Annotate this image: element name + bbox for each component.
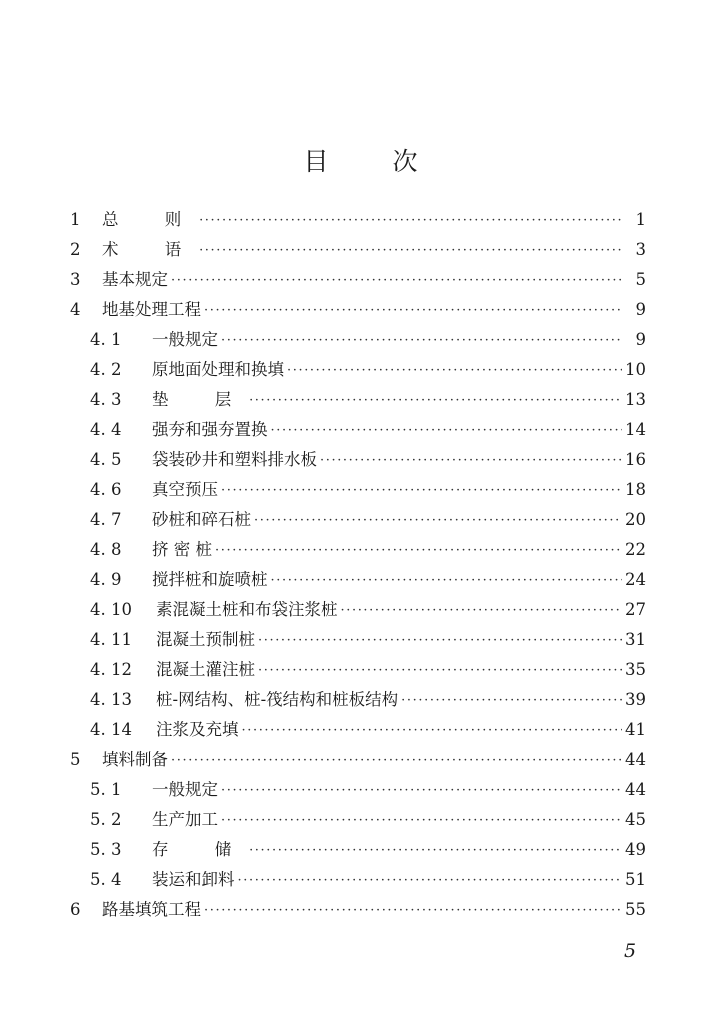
toc-entry-4-8[interactable]	[90, 536, 646, 564]
toc-entry-label: 真空预压	[152, 480, 218, 499]
toc-leader-dots	[204, 296, 623, 324]
toc-leader-dots	[221, 806, 622, 834]
toc-entry-number: 3	[70, 270, 81, 289]
toc-entry-label: 混凝土灌注桩	[156, 660, 255, 679]
toc-entry-page: 44	[625, 780, 646, 799]
toc-entry-5-3[interactable]	[90, 836, 646, 864]
toc-entry-number: 4. 10	[90, 600, 132, 619]
toc-entry-label: 装运和卸料	[152, 870, 235, 889]
toc-entry-number: 5. 3	[90, 840, 122, 859]
toc-leader-dots	[171, 266, 623, 294]
toc-entry-6[interactable]	[70, 896, 646, 924]
toc-entry-label: 一般规定	[152, 330, 218, 349]
toc-leader-dots	[320, 446, 622, 474]
toc-entry-number: 5. 2	[90, 810, 122, 829]
toc-entry-label: 术 语	[102, 240, 197, 259]
toc-entry-number: 5. 4	[90, 870, 122, 889]
toc-entry-4-14[interactable]	[90, 716, 646, 744]
toc-entry-number: 1	[70, 210, 81, 229]
toc-entry-4[interactable]	[70, 296, 646, 324]
toc-entry-page: 1	[635, 210, 646, 229]
toc-entry-page: 24	[625, 570, 646, 589]
toc-entry-label: 挤 密 桩	[152, 540, 212, 559]
toc-entry-number: 4. 4	[90, 420, 122, 439]
toc-entry-label: 存 储	[152, 840, 247, 859]
toc-entry-label: 注浆及充填	[156, 720, 239, 739]
page-number: 5	[624, 940, 637, 962]
toc-entry-page: 9	[635, 330, 646, 349]
toc-entry-5-4[interactable]	[90, 866, 646, 894]
toc-entry-page: 10	[625, 360, 646, 379]
toc-entry-page: 27	[625, 600, 646, 619]
toc-entry-label: 地基处理工程	[102, 300, 201, 319]
toc-entry-page: 18	[625, 480, 646, 499]
toc-leader-dots	[341, 596, 623, 624]
toc-entry-4-12[interactable]	[90, 656, 646, 684]
toc-entry-4-11[interactable]	[90, 626, 646, 654]
toc-entry-number: 6	[70, 900, 81, 919]
toc-entry-number: 4. 9	[90, 570, 122, 589]
toc-entry-page: 13	[625, 390, 646, 409]
toc-entry-page: 45	[625, 810, 646, 829]
toc-entry-page: 14	[625, 420, 646, 439]
toc-entry-label: 搅拌桩和旋喷桩	[152, 570, 268, 589]
toc-leader-dots	[258, 656, 622, 684]
toc-entry-page: 49	[625, 840, 646, 859]
toc-entry-label: 总 则	[102, 210, 197, 229]
toc-leader-dots	[204, 896, 622, 924]
toc-entry-number: 4. 12	[90, 660, 132, 679]
toc-entry-4-9[interactable]	[90, 566, 646, 594]
toc-entry-4-10[interactable]	[90, 596, 646, 624]
toc-title-left: 目	[303, 147, 329, 176]
toc-entry-label: 一般规定	[152, 780, 218, 799]
toc-entry-page: 16	[625, 450, 646, 469]
toc-entry-page: 9	[635, 300, 646, 319]
toc-entry-4-7[interactable]	[90, 506, 646, 534]
toc-entry-label: 路基填筑工程	[102, 900, 201, 919]
toc-entry-page: 51	[625, 870, 646, 889]
toc-leader-dots	[199, 236, 623, 264]
toc-entry-label: 生产加工	[152, 810, 218, 829]
toc-entry-number: 4. 7	[90, 510, 122, 529]
toc-entry-page: 31	[625, 630, 646, 649]
toc-leader-dots	[221, 776, 622, 804]
toc-entry-number: 4. 5	[90, 450, 122, 469]
toc-entry-4-13[interactable]	[90, 686, 646, 714]
toc-leader-dots	[238, 866, 623, 894]
toc-leader-dots	[271, 566, 623, 594]
toc-entry-label: 袋装砂井和塑料排水板	[152, 450, 317, 469]
toc-entry-page: 35	[625, 660, 646, 679]
toc-entry-4-4[interactable]	[90, 416, 646, 444]
toc-leader-dots	[271, 416, 623, 444]
toc-entry-3[interactable]	[70, 266, 646, 294]
toc-entry-label: 桩-网结构、桩-筏结构和桩板结构	[156, 690, 399, 709]
toc-entry-page: 5	[635, 270, 646, 289]
toc-entry-5-2[interactable]	[90, 806, 646, 834]
toc-entry-page: 41	[625, 720, 646, 739]
toc-leader-dots	[221, 326, 623, 354]
toc-entry-label: 砂桩和碎石桩	[152, 510, 251, 529]
toc-entry-page: 39	[625, 690, 646, 709]
toc-leader-dots	[254, 506, 622, 534]
toc-leader-dots	[401, 686, 622, 714]
toc-entry-number: 4. 3	[90, 390, 122, 409]
toc-leader-dots	[199, 206, 623, 234]
toc-leader-dots	[249, 836, 622, 864]
toc-entry-2[interactable]	[70, 236, 646, 264]
toc-entry-label: 混凝土预制桩	[156, 630, 255, 649]
toc-entry-label: 基本规定	[102, 270, 168, 289]
toc-entry-1[interactable]	[70, 206, 646, 234]
toc-entry-label: 填料制备	[102, 750, 168, 769]
toc-entry-number: 5. 1	[90, 780, 122, 799]
toc-entry-number: 4. 11	[90, 630, 132, 649]
toc-entry-4-1[interactable]	[90, 326, 646, 354]
toc-entry-number: 4. 13	[90, 690, 132, 709]
toc-entry-5[interactable]	[70, 746, 646, 774]
toc-entry-page: 22	[625, 540, 646, 559]
toc-leader-dots	[171, 746, 622, 774]
toc-entry-4-5[interactable]	[90, 446, 646, 474]
toc-leader-dots	[215, 536, 622, 564]
toc-entry-number: 4	[70, 300, 81, 319]
toc-entry-label: 强夯和强夯置换	[152, 420, 268, 439]
toc-leader-dots	[242, 716, 623, 744]
toc-entry-label: 原地面处理和换填	[152, 360, 284, 379]
toc-entry-number: 5	[70, 750, 81, 769]
toc-entry-number: 4. 8	[90, 540, 122, 559]
toc-leader-dots	[249, 386, 622, 414]
toc-entry-label: 素混凝土桩和布袋注浆桩	[156, 600, 338, 619]
toc-entry-number: 4. 14	[90, 720, 132, 739]
toc-entry-number: 4. 6	[90, 480, 122, 499]
toc-leader-dots	[221, 476, 622, 504]
toc-title	[0, 142, 721, 178]
toc-entry-number: 4. 1	[90, 330, 122, 349]
toc-leader-dots	[287, 356, 622, 384]
toc-entry-number: 2	[70, 240, 81, 259]
toc-entry-number: 4. 2	[90, 360, 122, 379]
toc-entry-4-2[interactable]	[90, 356, 646, 384]
toc-entry-4-3[interactable]	[90, 386, 646, 414]
toc-entry-page: 55	[625, 900, 646, 919]
toc-title-right: 次	[392, 147, 418, 176]
toc-entry-label: 垫 层	[152, 390, 247, 409]
toc-entry-page: 44	[625, 750, 646, 769]
toc-entry-page: 3	[635, 240, 646, 259]
toc-entry-page: 20	[625, 510, 646, 529]
toc-entry-4-6[interactable]	[90, 476, 646, 504]
toc-entry-5-1[interactable]	[90, 776, 646, 804]
toc-leader-dots	[258, 626, 622, 654]
